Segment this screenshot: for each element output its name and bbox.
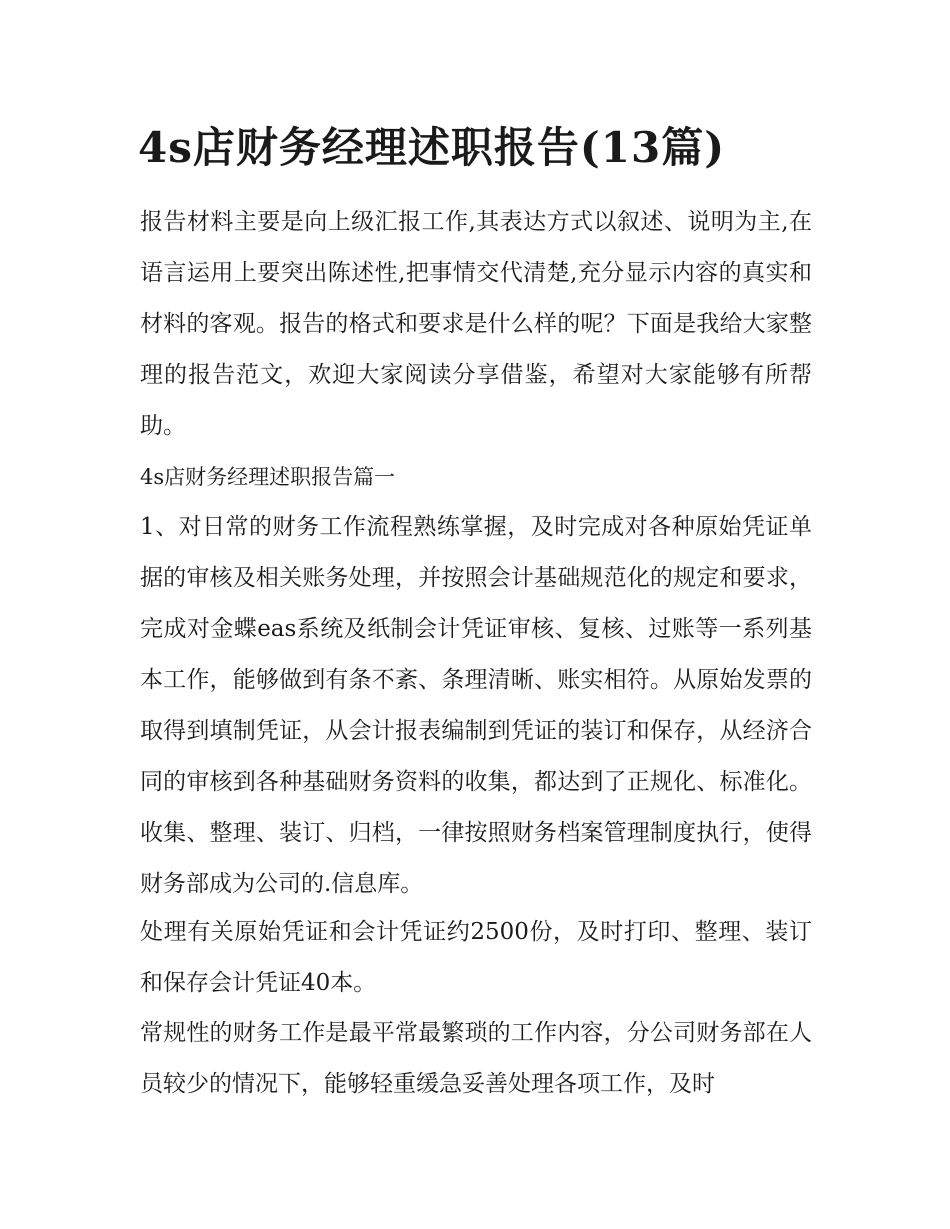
section-heading: 4s店财务经理述职报告篇一	[140, 465, 396, 489]
page-title: 4s店财务经理述职报告(13篇)	[138, 123, 726, 172]
body-paragraph-3: 常规性的财务工作是最平常最繁琐的工作内容，分公司财务部在人员较少的情况下，能够轻重缓急妥善处理各项工作，及时	[140, 1020, 812, 1097]
body-paragraph-2: 处理有关原始凭证和会计凭证约2500份，及时打印、整理、装订和保存会计凭证40本。	[140, 919, 812, 996]
body-paragraph-1: 1、对日常的财务工作流程熟练掌握，及时完成对各种原始凭证单据的审核及相关账务处理，并按照会计基础规范化的规定和要求，完成对金蝶eas系统及纸制会计凭证审核、复核、过账等一系列基本工作，能够做到有条不紊、条理清晰、账实相符。从原始发票的取得到填制凭证，从会计报表编制到凭证的装订和保存，从经济合同的审核到各种基础财务资料的收集，都达到了正规化、标准化。收集、整理、装订、归档，一律按照财务档案管理制度执行，使得财务部成为公司的.信息库。	[140, 514, 812, 897]
intro-paragraph: 报告材料主要是向上级汇报工作,其表达方式以叙述、说明为主,在语言运用上要突出陈述性,把事情交代清楚,充分显示内容的真实和材料的客观。报告的格式和要求是什么样的呢？下面是我给大家整理的报告范文，欢迎大家阅读分享借鉴，希望对大家能够有所帮助。	[140, 209, 812, 439]
